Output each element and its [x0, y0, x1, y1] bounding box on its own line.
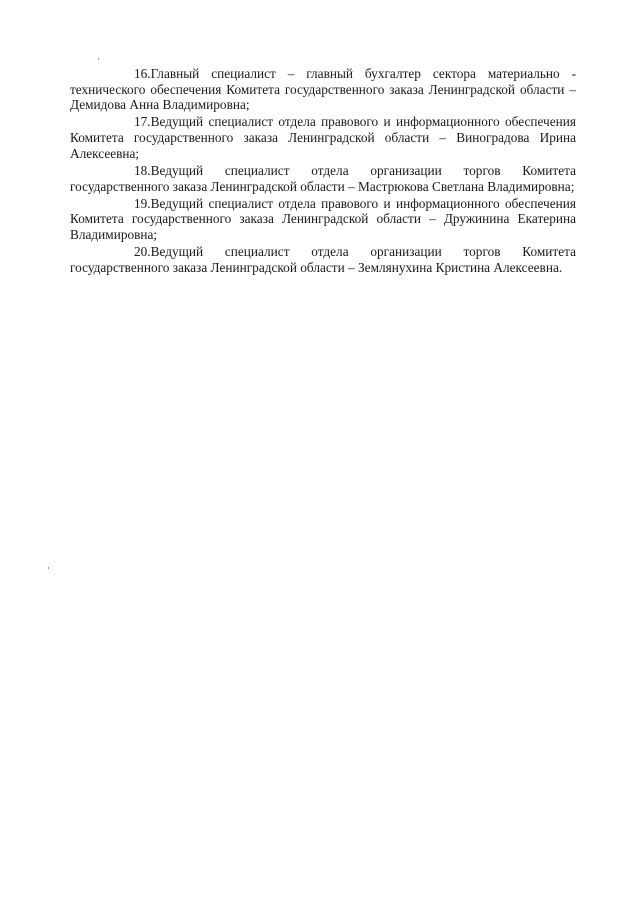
list-item — [70, 163, 576, 194]
item-number: 17. — [134, 114, 151, 130]
list-item — [70, 244, 576, 275]
numbered-list — [70, 66, 576, 277]
item-text: Ведущий специалист отдела правового и информационного обеспечения Комитета государственного заказа Ленинградской области – Виноградова Ирина Алексеевна; — [70, 114, 576, 161]
item-number: 16. — [134, 66, 151, 81]
item-text: Ведущий специалист отдела правового и информационного обеспечения Комитета государственного заказа Ленинградской области – Дружинина Екатерина Владимировна; — [70, 195, 576, 242]
item-text: Ведущий специалист отдела организации торгов Комитета государственного заказа Ленинградской области – Землянухина Кристина Алексеевна. — [70, 243, 576, 275]
scan-speck — [98, 58, 99, 60]
item-number: 18. — [134, 162, 151, 178]
list-item — [70, 196, 576, 243]
item-text: Ведущий специалист отдела организации торгов Комитета государственного заказа Ленинградской области – Мастрюкова Светлана Владимировна; — [70, 162, 576, 194]
item-number: 19. — [134, 195, 151, 211]
scan-speck — [48, 567, 49, 569]
item-text: Главный специалист – главный бухгалтер сектора материально - технического обеспечения Комитета государственного заказа Ленинградской области – Демидова Анна Владимировна; — [70, 66, 576, 113]
list-item — [70, 66, 576, 113]
list-item — [70, 114, 576, 161]
item-number: 20. — [134, 243, 151, 259]
